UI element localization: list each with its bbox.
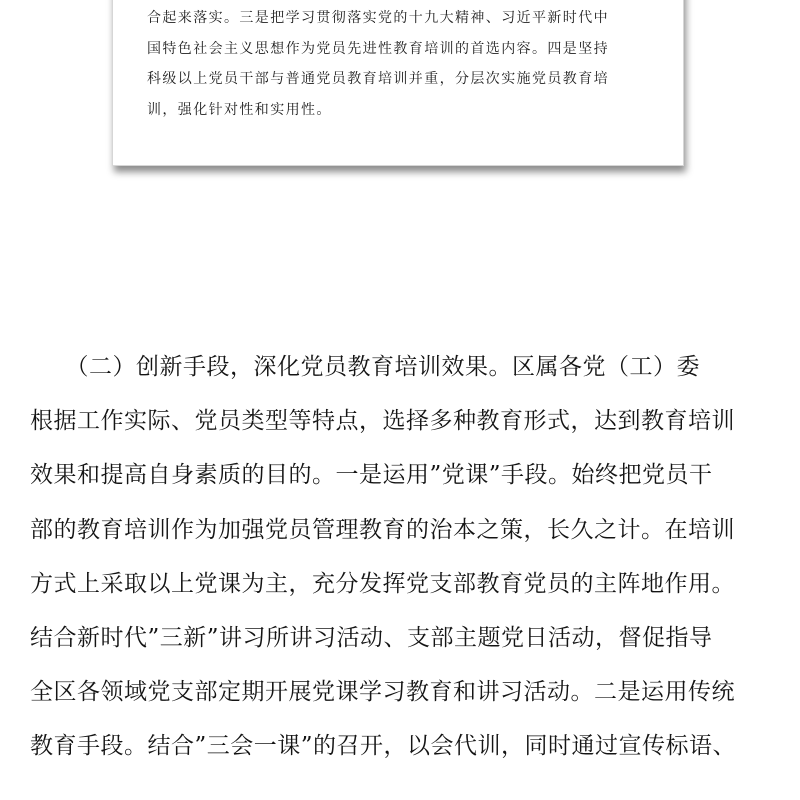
body-paragraph: （二）创新手段，深化党员教育培训效果。区属各党（工）委 根据工作实际、党员类型等特点，选择多种教育形式，达到教育培训 效果和提高自身素质的目的。一是运用”党课”手段。始终把党员干 部的教育培训作为加强党员管理教育的治本之策，长久之计。在培训 方式上采取以上党课为主，充分发挥党支部教育党员的主阵地作用。 结合新时代”三新”讲习所讲习活动、支部主题党日活动，督促指导 全区各领域党支部定期开展党课学习教育和讲习活动。二是运用传统 教育手段。结合”三会一课”的召开，以会代训，同时通过宣传标语、 <box>30 354 737 760</box>
quote-card <box>112 0 684 166</box>
quote-card-text: 合起来落实。三是把学习贯彻落实党的十九大精神、习近平新时代中 国特色社会主义思想作为党员先进性教育培训的首选内容。四是坚持 科级以上党员干部与普通党员教育培训并重，分层次实施党员教育培 训，强化针对性和实用性。 <box>147 10 609 118</box>
